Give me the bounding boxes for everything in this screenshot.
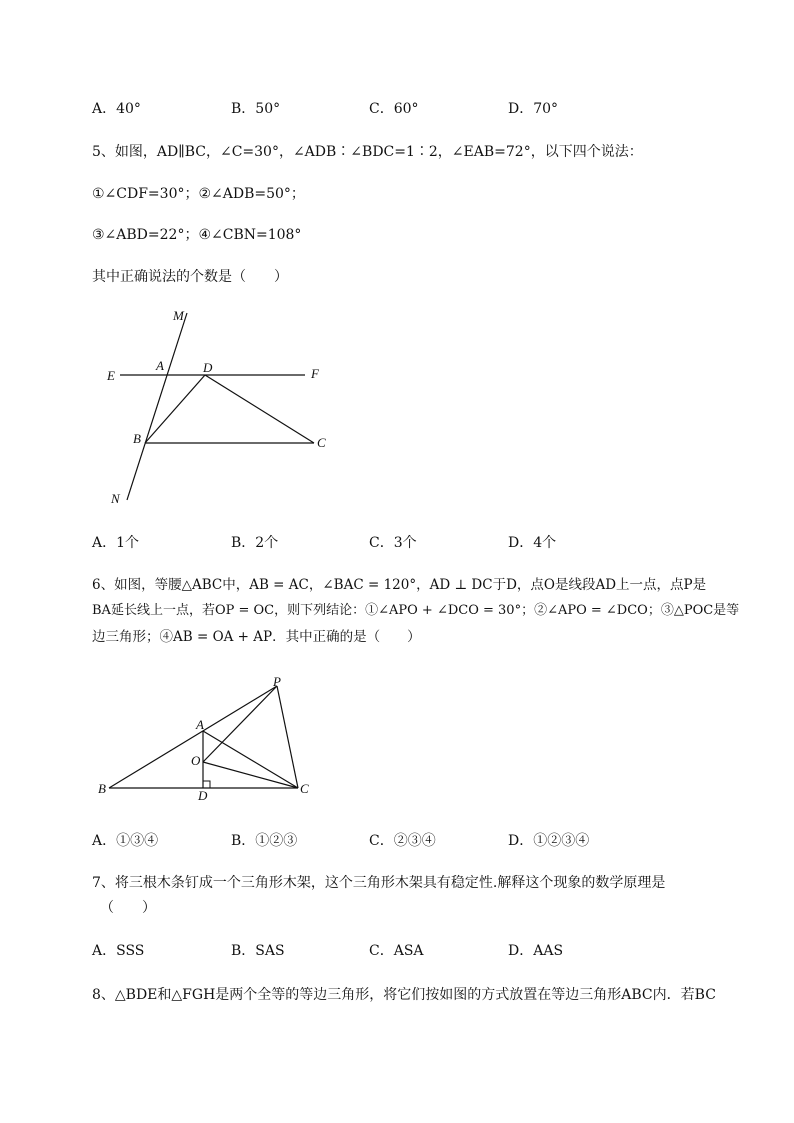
q4-option-a: A．40°	[92, 101, 141, 117]
segment-bp	[109, 686, 277, 788]
segment-ac	[203, 731, 298, 788]
q6-line-3: 边三角形；④AB = OA + AP．其中正确的是（ ）	[92, 629, 421, 645]
q4-option-c: C．60°	[369, 101, 419, 117]
right-angle-mark	[203, 781, 210, 788]
label-c: C	[317, 435, 326, 450]
q6-line-1: 6、如图，等腰△ABC中，AB = AC，∠BAC = 120°，AD ⊥ DC于D，点O是线段AD上一点，点P是	[92, 577, 707, 593]
label-d: D	[203, 360, 213, 375]
q7-line-1: 7、将三根木条钉成一个三角形木架，这个三角形木架具有稳定性.解释这个现象的数学原理是	[92, 875, 666, 891]
label-b: B	[98, 781, 106, 796]
label-c: C	[300, 781, 309, 796]
q5-statements-1: ①∠CDF=30°；②∠ADB=50°；	[92, 186, 305, 202]
q6-option-d: D．①②③④	[508, 833, 590, 849]
q5-option-b: B．2个	[231, 535, 279, 551]
label-a: A	[196, 717, 204, 732]
q6-option-b: B．①②③	[231, 833, 298, 849]
q7-option-d: D．AAS	[508, 943, 564, 959]
label-b: B	[133, 431, 141, 446]
q6-option-c: C．②③④	[369, 833, 436, 849]
q5-stem: 5、如图，AD∥BC，∠C=30°，∠ADB∶∠BDC=1∶2，∠EAB=72°，以下四个说法：	[92, 144, 643, 160]
segment-pc	[277, 686, 298, 788]
q5-question: 其中正确说法的个数是（ ）	[92, 269, 288, 285]
label-n: N	[111, 491, 120, 506]
q6-option-a: A．①③④	[92, 833, 159, 849]
label-f: F	[311, 366, 319, 381]
segment-dc	[205, 375, 314, 443]
q6-line-2: BA延长线上一点，若OP = OC，则下列结论：①∠APO + ∠DCO = 30°；②∠APO = ∠DCO；③△POC是等	[92, 603, 740, 618]
label-o: O	[191, 753, 201, 768]
q7-option-a: A．SSS	[92, 943, 145, 959]
q7-option-c: C．ASA	[369, 943, 424, 959]
q5-option-c: C．3个	[369, 535, 417, 551]
segment-bd	[145, 375, 205, 443]
q4-option-d: D．70°	[508, 101, 559, 117]
q5-statements-2: ③∠ABD=22°；④∠CBN=108°	[92, 227, 302, 243]
label-p: P	[273, 674, 281, 689]
segment-oc	[203, 762, 298, 788]
label-a: A	[156, 358, 164, 373]
q7-option-b: B．SAS	[231, 943, 285, 959]
q5-figure	[100, 300, 340, 515]
label-e: E	[107, 368, 115, 383]
q5-option-d: D．4个	[508, 535, 557, 551]
label-d: D	[198, 788, 208, 803]
q6-figure	[90, 670, 330, 805]
q5-option-a: A．1个	[92, 535, 140, 551]
q8-line-1: 8、△BDE和△FGH是两个全等的等边三角形，将它们按如图的方式放置在等边三角形ABC内．若BC	[92, 987, 716, 1003]
label-m: M	[173, 308, 184, 323]
q4-option-b: B．50°	[231, 101, 281, 117]
q7-line-2: （ ）	[100, 900, 156, 916]
